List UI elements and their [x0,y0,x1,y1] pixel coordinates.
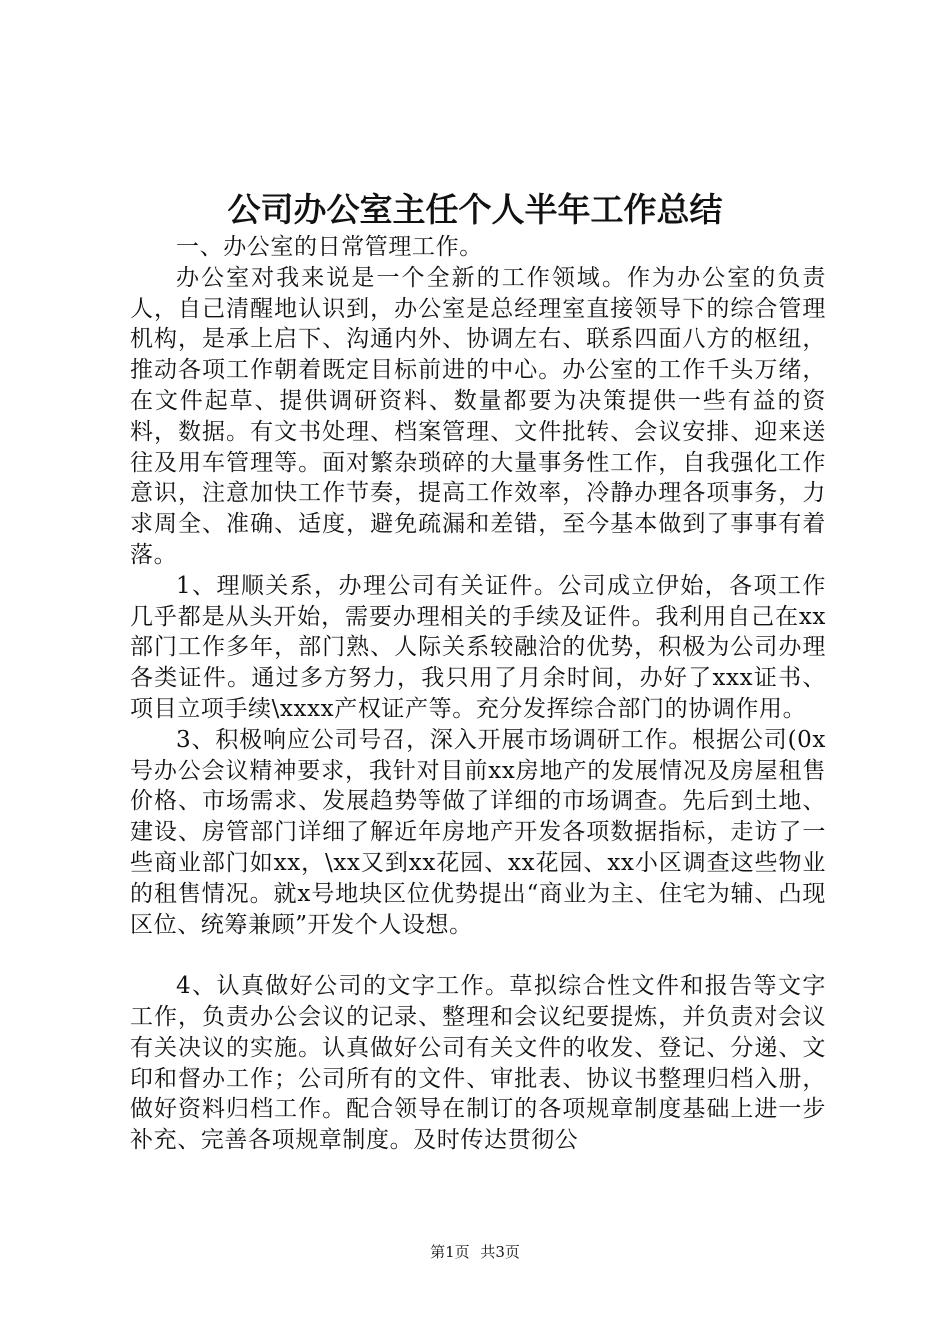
body-paragraph: 3、积极响应公司号召，深入开展市场调研工作。根据公司(0x号办公会议精神要求，我针对目前xx房地产的发展情况及房屋租售价格、市场需求、发展趋势等做了详细的市场调查。先后到土地、建设、房管部门详细了解近年房地产开发各项数据指标，走访了一些商业部门如xx，\xx又到xx花园、xx花园、xx小区调查这些物业的租售情况。就x号地块区位优势提出“商业为主、住宅为辅、凸现区位、统筹兼顾”开发个人设想。 [130,726,826,938]
page-footer [0,1241,950,1263]
page-count: 共3页 [480,1243,520,1261]
page-number: 第1页 [430,1243,470,1261]
body-paragraph: 办公室对我来说是一个全新的工作领域。作为办公室的负责人，自己清醒地认识到，办公室是总经理室直接领导下的综合管理机构，是承上启下、沟通内外、协调左右、联系四面八方的枢纽，推动各项工作朝着既定目标前进的中心。办公室的工作千头万绪，在文件起草、提供调研资料、数量都要为决策提供一些有益的资料，数据。有文书处理、档案管理、文件批转、会议安排、迎来送往及用车管理等。面对繁杂琐碎的大量事务性工作，自我强化工作意识，注意加快工作节奏，提高工作效率，冷静办理各项事务，力求周全、准确、适度，避免疏漏和差错，至今基本做到了事事有着落。 [130,264,826,568]
document-body [130,232,826,1156]
body-paragraph: 1、理顺关系，办理公司有关证件。公司成立伊始，各项工作几乎都是从头开始，需要办理相关的手续及证件。我利用自己在xx部门工作多年，部门熟、人际关系较融洽的优势，积极为公司办理各类证件。通过多方努力，我只用了月余时间，办好了xxx证书、项目立项手续\xxxx产权证产等。充分发挥综合部门的协调作用。 [130,572,826,722]
paragraph-spacer [130,940,826,971]
body-paragraph: 4、认真做好公司的文字工作。草拟综合性文件和报告等文字工作，负责办公会议的记录、整理和会议纪要提炼，并负责对会议有关决议的实施。认真做好公司有关文件的收发、登记、分递、文印和督办工作；公司所有的文件、审批表、协议书整理归档入册，做好资料归档工作。配合领导在制订的各项规章制度基础上进一步补充、完善各项规章制度。及时传达贯彻公 [130,973,826,1154]
section-heading: 一、办公室的日常管理工作。 [176,234,483,260]
document-title: 公司办公室主任个人半年工作总结 [227,190,723,229]
